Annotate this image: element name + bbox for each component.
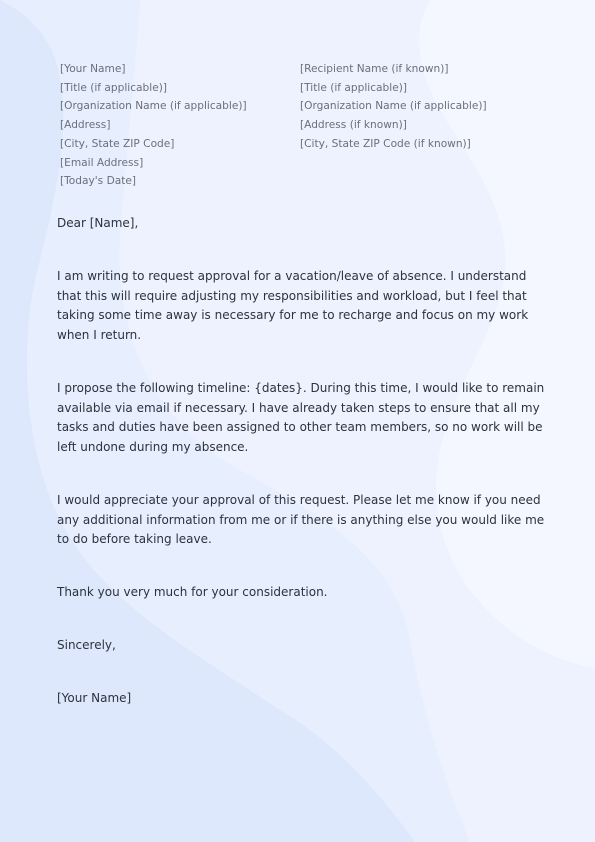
sender-email: [Email Address] bbox=[60, 156, 144, 169]
letter-signature: [Your Name] bbox=[57, 691, 132, 705]
sender-title: [Title (if applicable)] bbox=[60, 81, 167, 94]
sender-name: [Your Name] bbox=[60, 63, 126, 75]
sender-organization: [Organization Name (if applicable)] bbox=[60, 100, 247, 113]
letter-greeting: Dear [Name], bbox=[57, 216, 139, 230]
recipient-organization: [Organization Name (if applicable)] bbox=[300, 100, 487, 113]
letter-closing: Sincerely, bbox=[57, 638, 116, 652]
letter-thanks: Thank you very much for your consideration. bbox=[57, 585, 328, 599]
sender-city-state-zip: [City, State ZIP Code] bbox=[60, 137, 175, 150]
recipient-title: [Title (if applicable)] bbox=[300, 81, 407, 94]
sender-address-block bbox=[60, 60, 247, 191]
letter-paragraph-1: I am writing to request approval for a vacation/leave of absence. I understand that this will require adjusting my responsibilities and workload, but I feel that taking some time away is necessary for me to recharge and focus on my work when I return. bbox=[57, 269, 529, 342]
recipient-city-state-zip: [City, State ZIP Code (if known)] bbox=[300, 137, 471, 150]
letter-paragraph-3: I would appreciate your approval of this request. Please let me know if you need any additional information from me or if there is anything else you would like me to do before taking leave. bbox=[57, 493, 545, 547]
recipient-address: [Address (if known)] bbox=[300, 119, 407, 132]
letter-date: [Today's Date] bbox=[60, 175, 137, 188]
letter-paragraph-2: I propose the following timeline: {dates}. During this time, I would like to remain available via email if necessary. I have already taken steps to ensure that all my tasks and duties have been assigned to other team members, so no work will be left undone during my absence. bbox=[57, 381, 545, 454]
sender-address: [Address] bbox=[60, 119, 111, 132]
recipient-address-block bbox=[300, 60, 487, 154]
recipient-name: [Recipient Name (if known)] bbox=[300, 63, 449, 75]
